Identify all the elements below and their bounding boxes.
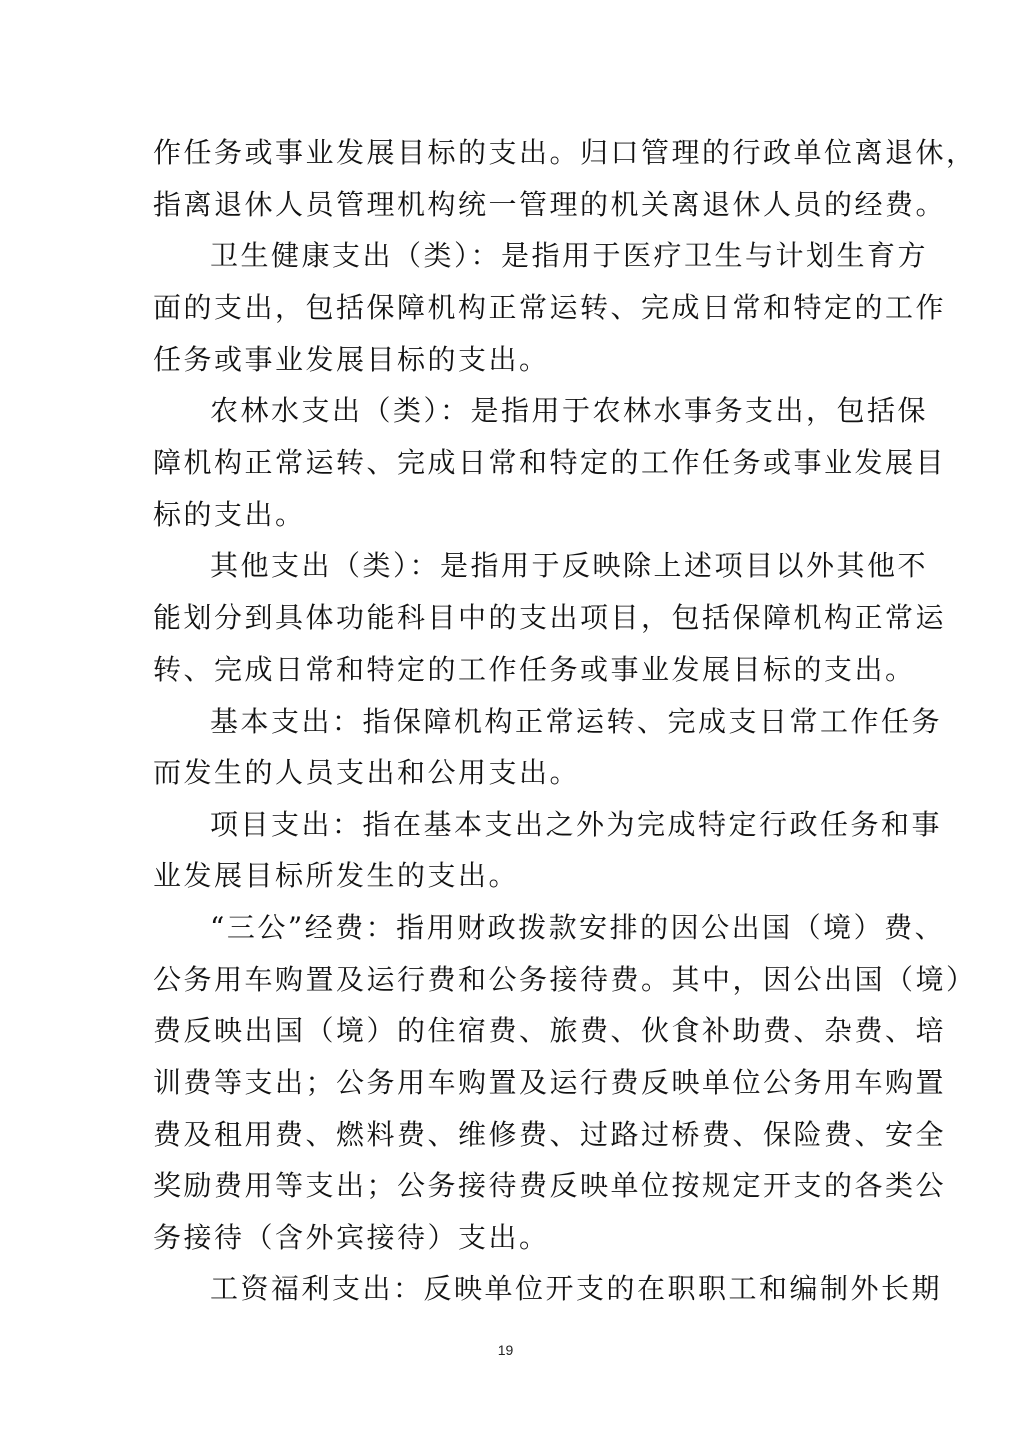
text-line: 其他支出（类）：是指用于反映除上述项目以外其他不: [210, 549, 929, 582]
text-line: 训费等支出；公务用车购置及运行费反映单位公务用车购置: [153, 1066, 947, 1099]
text-line: 面的支出，包括保障机构正常运转、完成日常和特定的工作: [153, 291, 947, 324]
text-line: 能划分到具体功能科目中的支出项目，包括保障机构正常运: [153, 601, 947, 634]
text-line: 作任务或事业发展目标的支出。归口管理的行政单位离退休，: [153, 136, 977, 169]
text-line: 任务或事业发展目标的支出。: [153, 343, 550, 376]
text-line: 标的支出。: [153, 498, 306, 531]
text-line: “三公”经费：指用财政拨款安排的因公出国（境）费、: [210, 911, 946, 944]
text-line: 障机构正常运转、完成日常和特定的工作任务或事业发展目: [153, 446, 947, 479]
text-line: 务接待（含外宾接待）支出。: [153, 1221, 550, 1254]
text-line: 转、完成日常和特定的工作任务或事业发展目标的支出。: [153, 653, 916, 686]
text-line: 项目支出：指在基本支出之外为完成特定行政任务和事: [210, 808, 943, 841]
text-line: 公务用车购置及运行费和公务接待费。其中，因公出国（境）: [153, 963, 977, 996]
text-line: 而发生的人员支出和公用支出。: [153, 756, 581, 789]
text-line: 工资福利支出：反映单位开支的在职职工和编制外长期: [210, 1272, 943, 1305]
text-line: 奖励费用等支出；公务接待费反映单位按规定开支的各类公: [153, 1169, 947, 1202]
text-line: 卫生健康支出（类）：是指用于医疗卫生与计划生育方: [210, 239, 929, 272]
text-line: 费反映出国（境）的住宿费、旅费、伙食补助费、杂费、培: [153, 1014, 947, 1047]
text-line: 指离退休人员管理机构统一管理的机关离退休人员的经费。: [153, 188, 947, 221]
text-line: 业发展目标所发生的支出。: [153, 859, 520, 892]
text-line: 农林水支出（类）：是指用于农林水事务支出，包括保: [210, 394, 929, 427]
text-line: 费及租用费、燃料费、维修费、过路过桥费、保险费、安全: [153, 1118, 947, 1151]
page-number: 19: [497, 1342, 514, 1358]
text-line: 基本支出：指保障机构正常运转、完成支日常工作任务: [210, 705, 943, 738]
